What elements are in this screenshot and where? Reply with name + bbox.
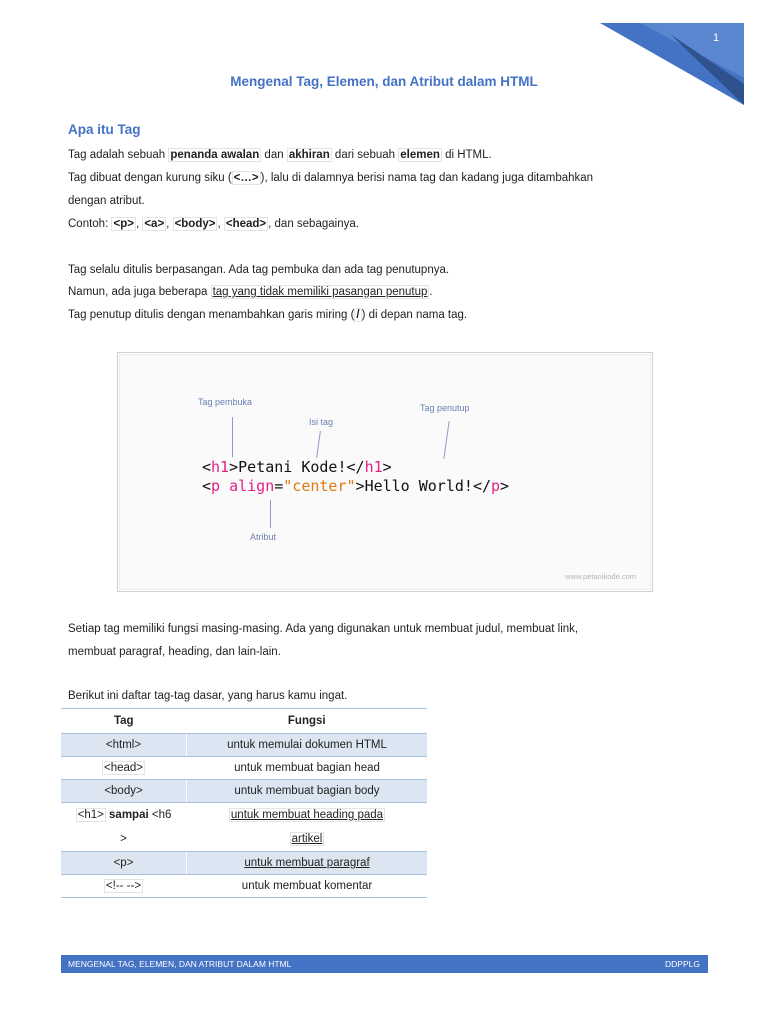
no-closing-tag-link[interactable]: tag yang tidak memiliki pasangan penutup	[212, 286, 428, 298]
label-tag-opening: Tag pembuka	[198, 397, 253, 407]
leader-line-content	[316, 431, 321, 458]
cell-fungsi: untuk memulai dokumen HTML	[187, 734, 428, 757]
leader-line-attribute	[270, 500, 271, 528]
table-row	[61, 757, 427, 780]
leader-line-closing	[443, 421, 449, 459]
table-row	[61, 734, 427, 757]
table-row	[61, 875, 427, 898]
leader-line-opening	[232, 417, 233, 457]
corner-decoration	[600, 20, 750, 110]
page-footer	[61, 955, 708, 973]
para1-line3: dengan atribut.	[68, 195, 145, 207]
table-row	[61, 803, 427, 852]
cell-fungsi: untuk membuat bagian body	[187, 780, 428, 803]
table-header-row	[61, 709, 427, 734]
cell-fungsi: untuk membuat paragraf	[187, 852, 428, 875]
para2-line1: Tag selalu ditulis berpasangan. Ada tag pembuka dan ada tag penutupnya.	[68, 264, 450, 276]
cell-tag: <head>	[61, 757, 187, 780]
para2-line2: Namun, ada juga beberapa tag yang tidak memiliki pasangan penutup .	[68, 286, 433, 298]
page-number: 1	[712, 32, 720, 44]
basic-tags-table	[61, 708, 427, 898]
cell-tag: <p>	[61, 852, 187, 875]
document-title: Mengenal Tag, Elemen, dan Atribut dalam HTML	[230, 74, 538, 89]
code-line-p: <p align="center">Hello World!</p>	[202, 477, 510, 495]
cell-tag: <html>	[61, 734, 187, 757]
para1-line4: Contoh: <p> , <a> , <body> , <head> , dan sebagainya.	[68, 218, 359, 230]
footer-label: DDPPLG	[665, 959, 700, 969]
table-row	[61, 780, 427, 803]
tag-anatomy-figure	[117, 352, 653, 592]
cell-fungsi: untuk membuat bagian head	[187, 757, 428, 780]
column-header-fungsi: Fungsi	[187, 709, 428, 734]
cell-tag: <!-- -->	[61, 875, 187, 898]
section-heading: Apa itu Tag	[68, 122, 141, 137]
para2-line3: Tag penutup ditulis dengan menambahkan garis miring ( / ) di depan nama tag.	[68, 309, 468, 321]
para1-line2: Tag dibuat dengan kurung siku ( <…> ), lalu di dalamnya berisi nama tag dan kadang juga ditambahkan	[68, 172, 594, 184]
para3-line2: membuat paragraf, heading, dan lain-lain.	[68, 646, 281, 658]
footer-title: MENGENAL TAG, ELEMEN, DAN ATRIBUT DALAM HTML	[68, 959, 292, 969]
para3-line1: Setiap tag memiliki fungsi masing-masing. Ada yang digunakan untuk membuat judul, membuat link,	[68, 623, 579, 635]
cell-tag: <h1> sampai <h6 >	[61, 803, 187, 852]
cell-fungsi: untuk membuat komentar	[187, 875, 428, 898]
cell-fungsi: untuk membuat heading pada artikel	[187, 803, 428, 852]
label-attribute: Atribut	[250, 532, 277, 542]
label-tag-closing: Tag penutup	[420, 403, 470, 413]
label-tag-content: Isi tag	[309, 417, 334, 427]
cell-tag: <body>	[61, 780, 187, 803]
table-row	[61, 852, 427, 875]
list-intro: Berikut ini daftar tag-tag dasar, yang harus kamu ingat.	[68, 690, 348, 702]
column-header-tag: Tag	[61, 709, 187, 734]
code-line-h1: <h1>Petani Kode!</h1>	[202, 458, 392, 476]
figure-watermark: www.petanikode.com	[565, 572, 636, 581]
para1-line1: Tag adalah sebuah penanda awalan dan akhiran dari sebuah elemen di HTML.	[68, 149, 492, 161]
